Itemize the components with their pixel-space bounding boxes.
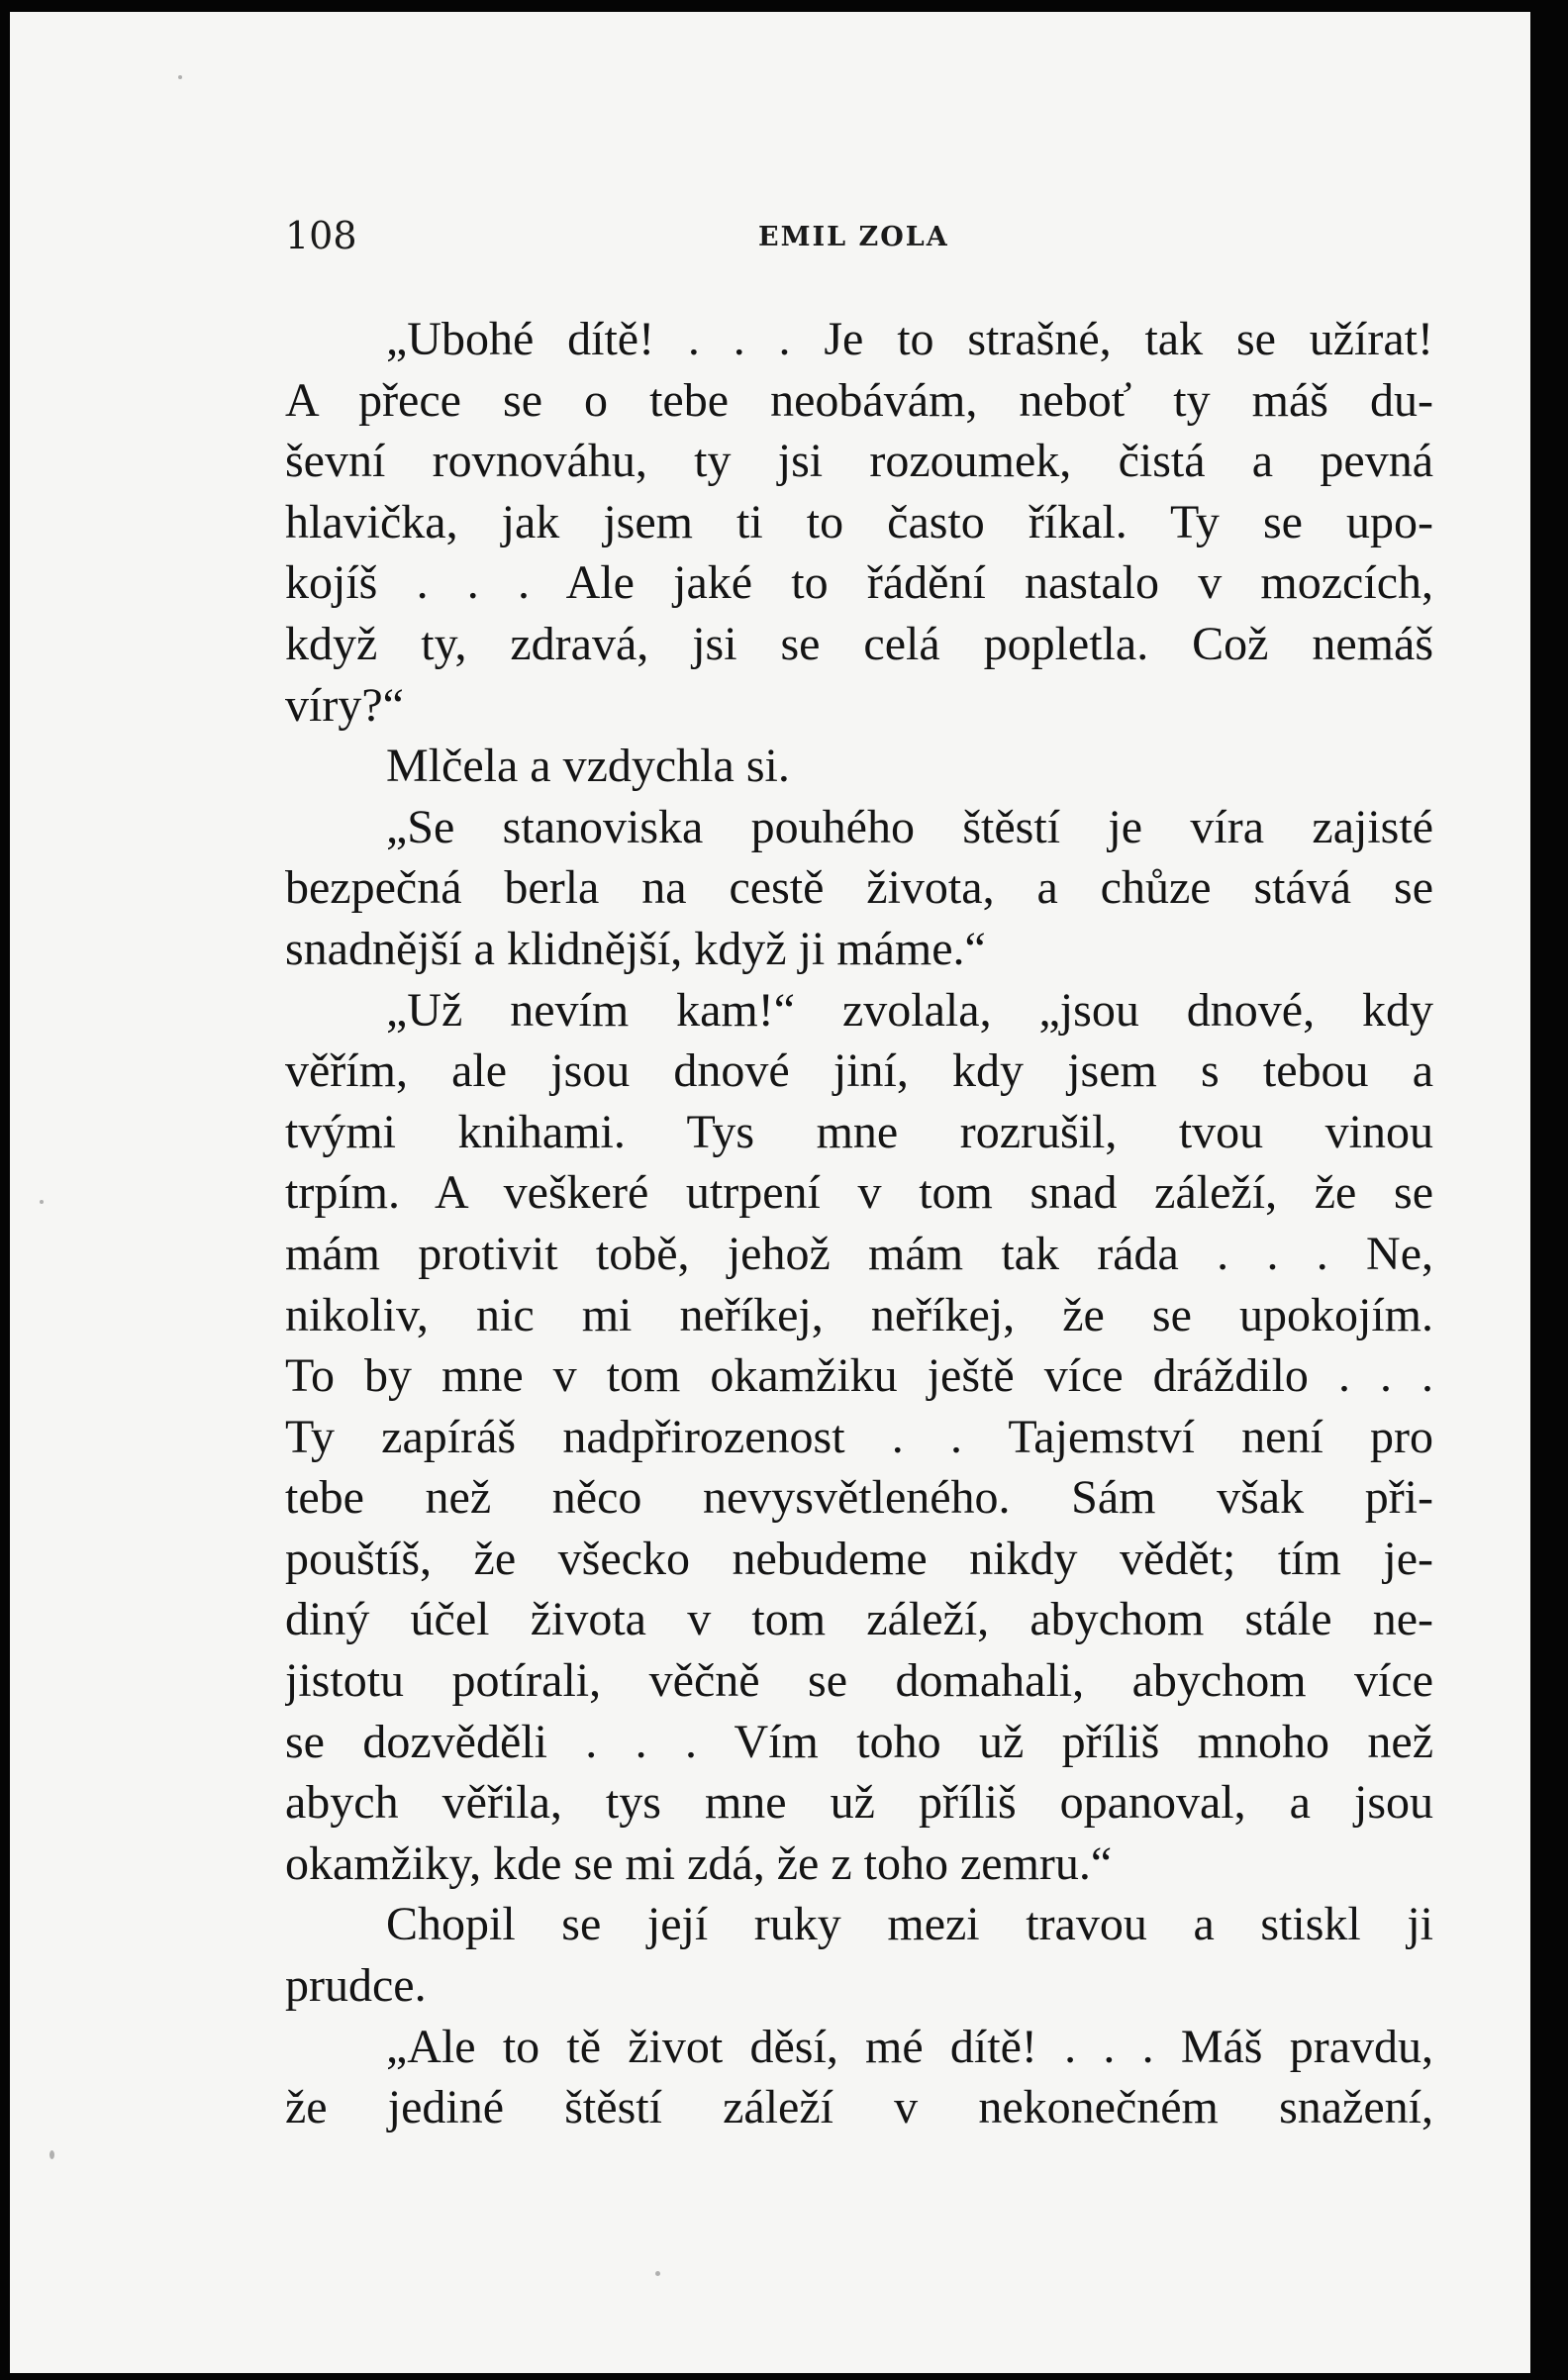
text-line: víry?“ <box>285 678 404 732</box>
text-line: pouštíš, že všecko nebudeme nikdy vědět; tím je- <box>285 1532 1433 1585</box>
scan-speck <box>40 1200 44 1204</box>
running-head: EMIL ZOLA <box>758 222 949 252</box>
text-line: Mlčela a vzdychla si. <box>386 740 790 793</box>
text-line: mám protivit tobě, jehož mám tak ráda . . . Ne, <box>285 1227 1433 1280</box>
text-line: „Už nevím kam!“ zvolala, „jsou dnové, kdy <box>386 983 1433 1037</box>
text-line: „Ale to tě život děsí, mé dítě! . . . Máš pravdu, <box>386 2020 1433 2073</box>
text-line: Ty zapíráš nadpřirozenost . . Tajemství není pro <box>285 1410 1433 1463</box>
text-line: že jediné štěstí záleží v nekonečném snažení, <box>285 2081 1433 2134</box>
text-line: jistotu potírali, věčně se domahali, abychom více <box>285 1654 1433 1708</box>
scan-speck <box>49 2150 54 2159</box>
text-line: nikoliv, nic mi neříkej, neříkej, že se upokojím. <box>285 1288 1433 1341</box>
text-line: kojíš . . . Ale jaké to řádění nastalo v mozcích, <box>285 556 1433 610</box>
text-line: trpím. A veškeré utrpení v tom snad záleží, že se <box>285 1166 1433 1220</box>
text-line: hlavička, jak jsem ti to často říkal. Ty se upo- <box>285 495 1433 548</box>
text-line: tvými knihami. Tys mne rozrušil, tvou vinou <box>285 1105 1433 1158</box>
text-line: abych věřila, tys mne už příliš opanoval, a jsou <box>285 1776 1433 1830</box>
text-line: „Se stanoviska pouhého štěstí je víra zajisté <box>386 800 1433 853</box>
text-line: když ty, zdravá, jsi se celá popletla. Což nemáš <box>285 617 1433 670</box>
book-page <box>10 12 1530 2373</box>
text-line: A přece se o tebe neobávám, neboť ty máš du- <box>285 373 1433 427</box>
scan-speck <box>178 75 182 79</box>
text-line: snadnější a klidnější, když ji máme.“ <box>285 922 986 975</box>
text-line: Chopil se její ruky mezi travou a stiskl ji <box>386 1898 1433 1951</box>
text-line: prudce. <box>285 1959 427 2013</box>
text-line: To by mne v tom okamžiku ještě více dráždilo . . . <box>285 1349 1433 1403</box>
page-number: 108 <box>285 214 357 257</box>
page-header <box>10 214 1530 263</box>
text-line: „Ubohé dítě! . . . Je to strašné, tak se užírat! <box>386 313 1433 365</box>
scan-speck <box>655 2271 660 2276</box>
text-line: se dozvěděli . . . Vím toho už příliš mnoho než <box>285 1715 1433 1768</box>
text-line: ševní rovnováhu, ty jsi rozoumek, čistá a pevná <box>285 435 1433 488</box>
text-line: bezpečná berla na cestě života, a chůze stává se <box>285 861 1433 915</box>
text-line: věřím, ale jsou dnové jiní, kdy jsem s tebou a <box>285 1044 1433 1098</box>
body-text <box>285 309 1433 2138</box>
text-line: tebe než něco nevysvětleného. Sám však při- <box>285 1471 1433 1525</box>
text-line: okamžiky, kde se mi zdá, že z toho zemru.“ <box>285 1836 1113 1890</box>
text-line: diný účel života v tom záleží, abychom stále ne- <box>285 1593 1433 1646</box>
